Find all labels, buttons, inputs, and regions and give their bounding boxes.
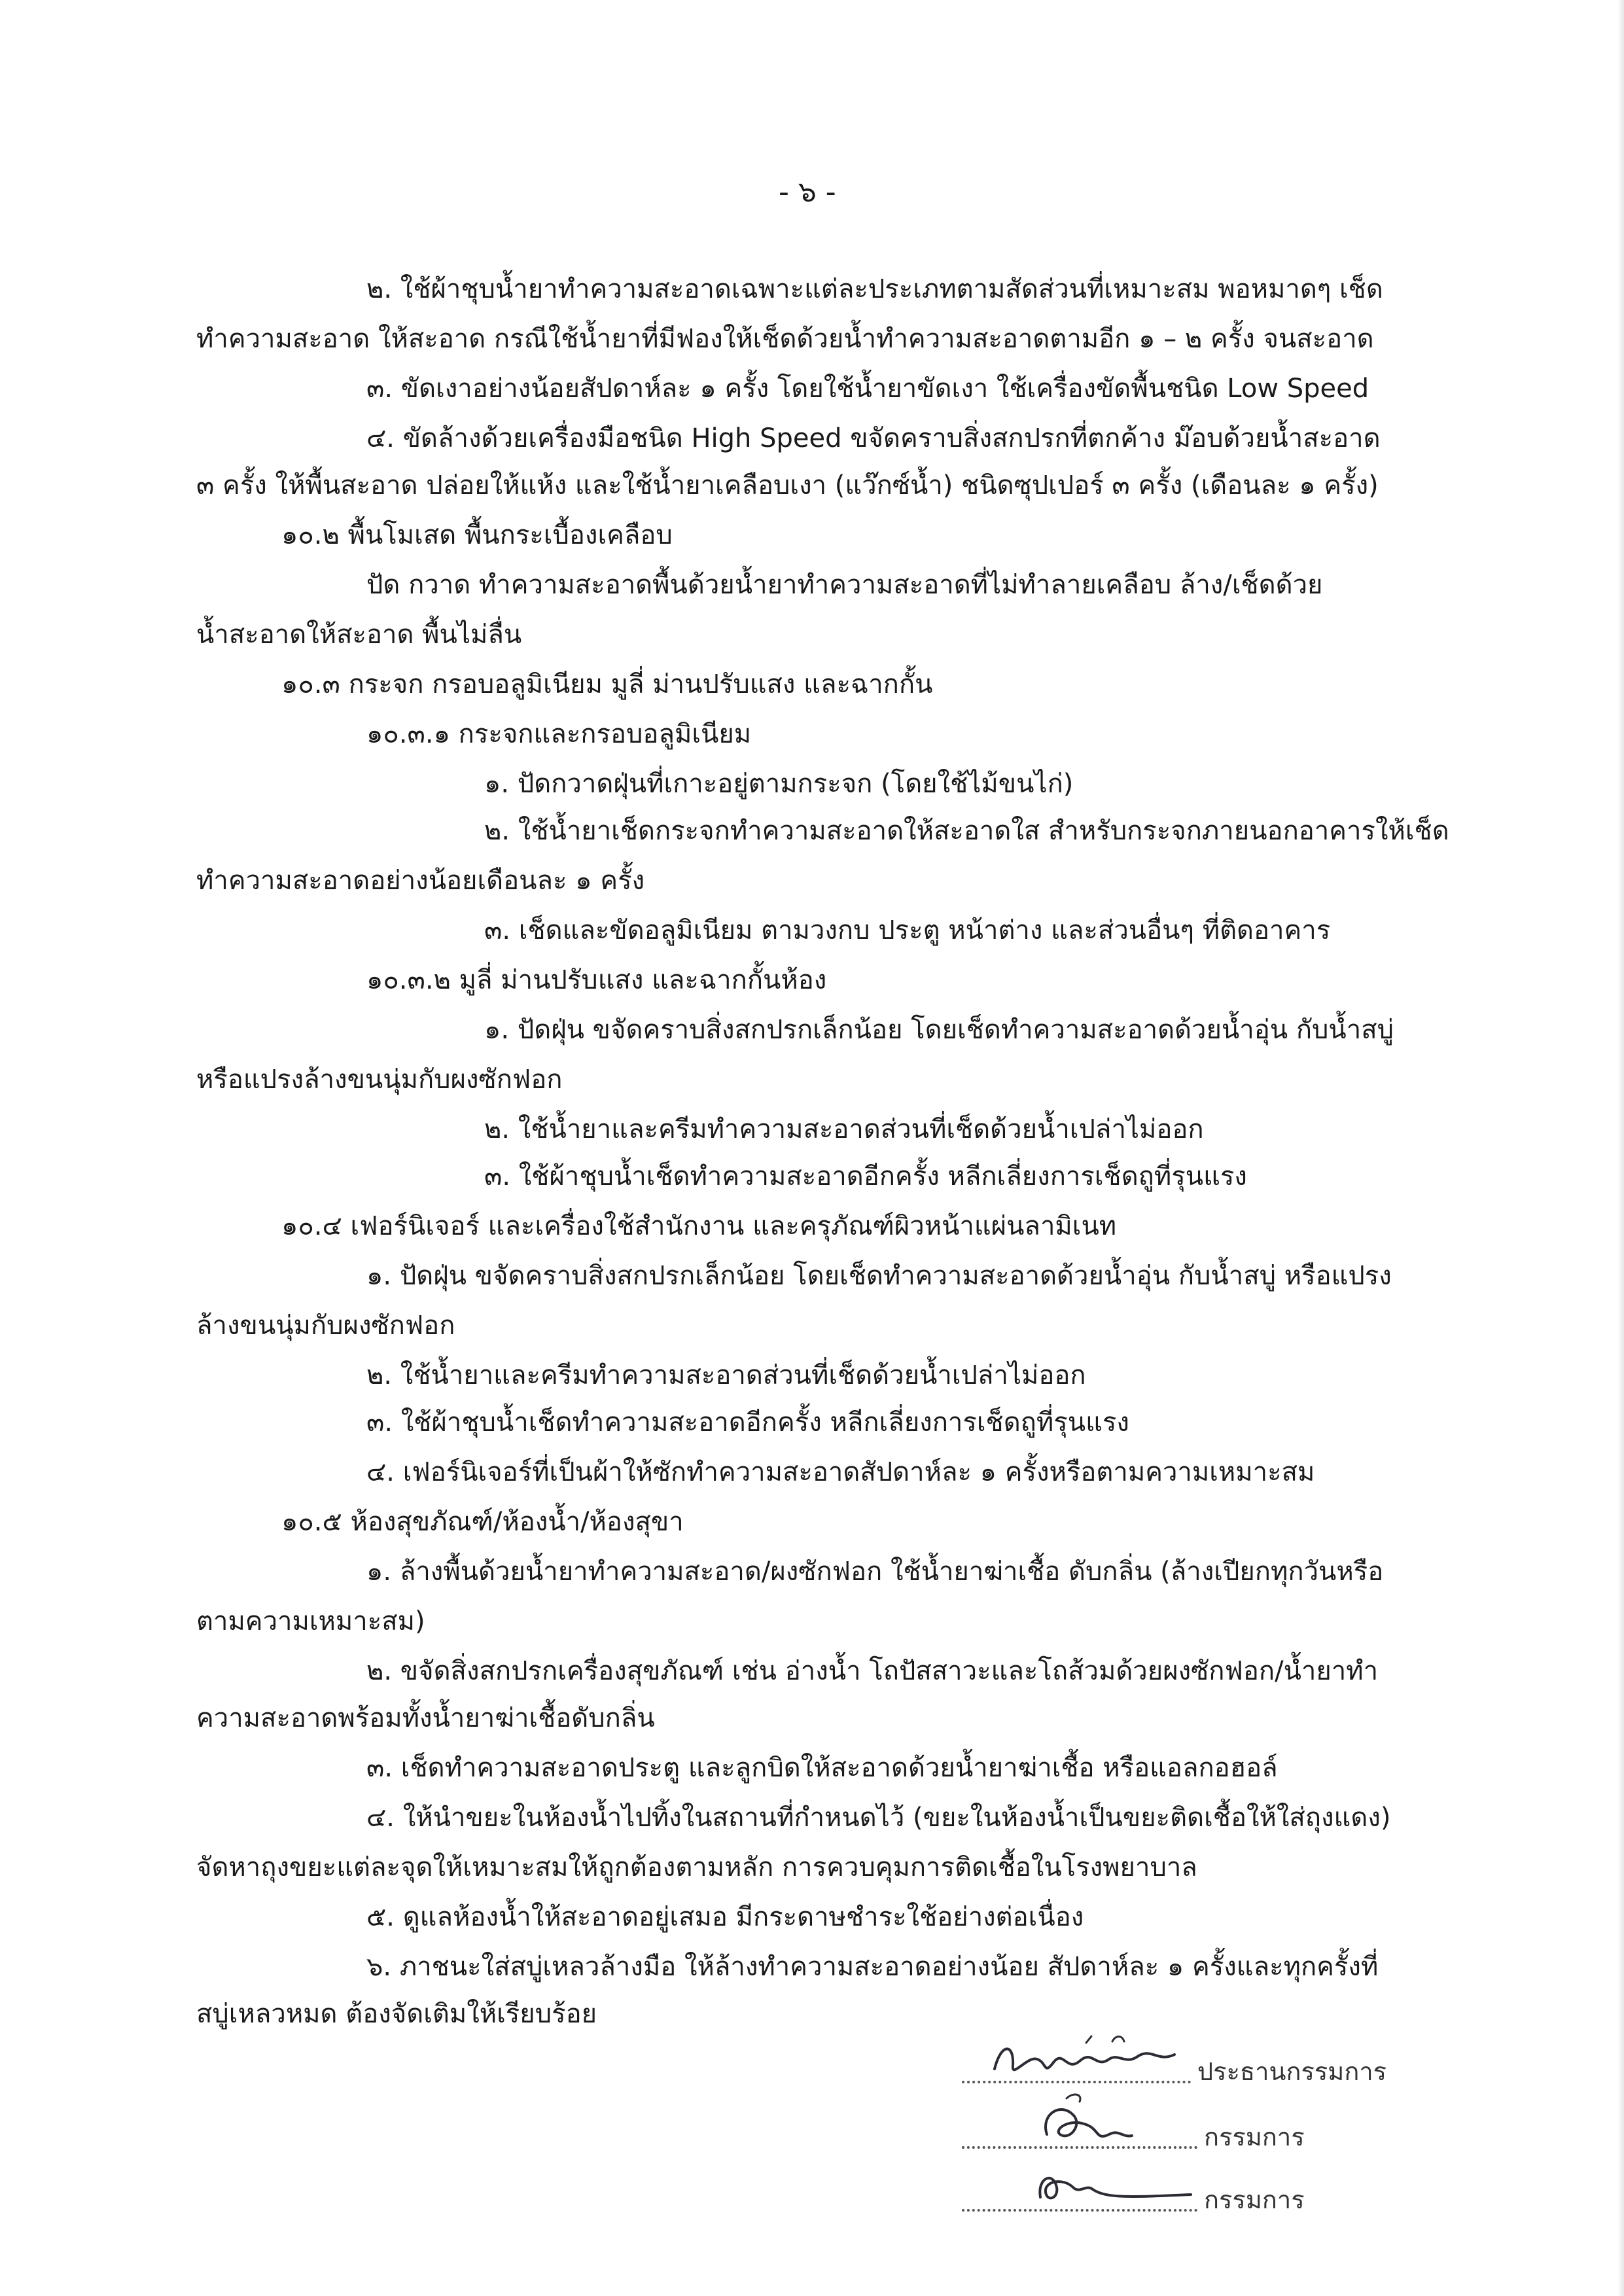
text-line: ๒. ใช้น้ำยาและครีมทำความสะอาดส่วนที่เช็ดด้วยน้ำเปล่าไม่ออก [484, 1114, 1204, 1144]
signature-row-member-2 [962, 2164, 1394, 2217]
signature-row-member-1 [962, 2102, 1394, 2154]
text-line: ๑. ปัดกวาดฝุ่นที่เกาะอยู่ตามกระจก (โดยใช้ไม้ขนไก่) [484, 769, 1074, 799]
text-line: ๕. ดูแลห้องน้ำให้สะอาดอยู่เสมอ มีกระดาษชำระใช้อย่างต่อเนื่อง [366, 1902, 1084, 1932]
text-line: ๑. ปัดฝุ่น ขจัดคราบสิ่งสกปรกเล็กน้อย โดยเช็ดทำความสะอาดด้วยน้ำอุ่น กับน้ำสบู่ หรือแปรง [366, 1261, 1392, 1291]
text-line: ๒. ใช้ผ้าชุบน้ำยาทำความสะอาดเฉพาะแต่ละประเภทตามสัดส่วนที่เหมาะสม พอหมาดๆ เช็ด [366, 274, 1383, 304]
text-line: ปัด กวาด ทำความสะอาดพื้นด้วยน้ำยาทำความสะอาดที่ไม่ทำลายเคลือบ ล้าง/เช็ดด้วย [366, 570, 1323, 600]
text-line: ๓. เช็ดและขัดอลูมิเนียม ตามวงกบ ประตู หน้าต่าง และส่วนอื่นๆ ที่ติดอาคาร [484, 915, 1331, 945]
text-line: หรือแปรงล้างขนนุ่มกับผงซักฟอก [196, 1065, 563, 1095]
text-line: ๔. ให้นำขยะในห้องน้ำไปทิ้งในสถานที่กำหนดไว้ (ขยะในห้องน้ำเป็นขยะติดเชื้อให้ใส่ถุงแดง) [366, 1803, 1391, 1833]
text-line: ๔. ขัดล้างด้วยเครื่องมือชนิด High Speed ขจัดคราบสิ่งสกปรกที่ตกค้าง ม๊อบด้วยน้ำสะอาด [366, 423, 1381, 453]
signatory-title: ประธานกรรมการ [1197, 2057, 1387, 2086]
text-line: ๓. ใช้ผ้าชุบน้ำเช็ดทำความสะอาดอีกครั้ง หลีกเลี่ยงการเช็ดถูที่รุนแรง [484, 1161, 1247, 1192]
text-line: ๓. ใช้ผ้าชุบน้ำเช็ดทำความสะอาดอีกครั้ง หลีกเลี่ยงการเช็ดถูที่รุนแรง [366, 1407, 1129, 1438]
handwritten-signature [1034, 2089, 1139, 2154]
section-heading: ๑๐.๔ เฟอร์นิเจอร์ และเครื่องใช้สำนักงาน และครุภัณฑ์ผิวหน้าแผ่นลามิเนท [281, 1211, 1117, 1241]
signatory-title: กรรมการ [1204, 2123, 1305, 2151]
text-line: ความสะอาดพร้อมทั้งน้ำยาฆ่าเชื้อดับกลิ่น [196, 1703, 655, 1733]
signature-row-chairman [962, 2036, 1394, 2089]
section-heading: ๑๐.๓ กระจก กรอบอลูมิเนียม มูลี่ ม่านปรับแสง และฉากกั้น [281, 669, 933, 699]
text-line: ๓. ขัดเงาอย่างน้อยสัปดาห์ละ ๑ ครั้ง โดยใช้น้ำยาขัดเงา ใช้เครื่องขัดพื้นชนิด Low Speed [366, 374, 1369, 404]
page-number: - ๖ - [779, 175, 836, 209]
text-line: ๑. ปัดฝุ่น ขจัดคราบสิ่งสกปรกเล็กน้อย โดยเช็ดทำความสะอาดด้วยน้ำอุ่น กับน้ำสบู่ [484, 1015, 1394, 1045]
subsection-heading: ๑๐.๓.๑ กระจกและกรอบอลูมิเนียม [366, 719, 752, 749]
text-line: ๑. ล้างพื้นด้วยน้ำยาทำความสะอาด/ผงซักฟอก ใช้น้ำยาฆ่าเชื้อ ดับกลิ่น (ล้างเปียกทุกวันหรือ [366, 1557, 1384, 1587]
text-line: จัดหาถุงขยะแต่ละจุดให้เหมาะสมให้ถูกต้องตามหลัก การควบคุมการติดเชื้อในโรงพยาบาล [196, 1852, 1197, 1882]
text-line: ๒. ใช้น้ำยาเช็ดกระจกทำความสะอาดให้สะอาดใส สำหรับกระจกภายนอกอาคารให้เช็ด [484, 816, 1449, 846]
signatory-title: กรรมการ [1204, 2185, 1305, 2214]
text-line: ๓. เช็ดทำความสะอาดประตู และลูกบิดให้สะอาดด้วยน้ำยาฆ่าเชื้อ หรือแอลกอฮอล์ [366, 1753, 1278, 1783]
text-line: ๖. ภาชนะใส่สบู่เหลวล้างมือ ให้ล้างทำความสะอาดอย่างน้อย สัปดาห์ละ ๑ ครั้งและทุกครั้งที่ [366, 1952, 1379, 1982]
text-line: ตามความเหมาะสม) [196, 1606, 425, 1636]
section-heading: ๑๐.๒ พื้นโมเสด พื้นกระเบื้องเคลือบ [281, 520, 673, 550]
handwritten-signature [1027, 2151, 1197, 2217]
subsection-heading: ๑๐.๓.๒ มูลี่ ม่านปรับแสง และฉากกั้นห้อง [366, 965, 827, 995]
text-line: ๔. เฟอร์นิเจอร์ที่เป็นผ้าให้ซักทำความสะอาดสัปดาห์ละ ๑ ครั้งหรือตามความเหมาะสม [366, 1457, 1315, 1487]
text-line: ล้างขนนุ่มกับผงซักฟอก [196, 1311, 455, 1341]
handwritten-signature [988, 2030, 1184, 2089]
text-line: ทำความสะอาดอย่างน้อยเดือนละ ๑ ครั้ง [196, 866, 645, 896]
text-line: น้ำสะอาดให้สะอาด พื้นไม่ลื่น [196, 620, 522, 650]
section-heading: ๑๐.๕ ห้องสุขภัณฑ์/ห้องน้ำ/ห้องสุขา [281, 1507, 684, 1537]
text-line: ทำความสะอาด ให้สะอาด กรณีใช้น้ำยาที่มีฟองให้เช็ดด้วยน้ำทำความสะอาดตามอีก ๑ – ๒ ครั้ง จนสะอาด [196, 324, 1374, 354]
text-line: สบู่เหลวหมด ต้องจัดเติมให้เรียบร้อย [196, 1999, 597, 2029]
text-line: ๓ ครั้ง ให้พื้นสะอาด ปล่อยให้แห้ง และใช้น้ำยาเคลือบเงา (แว๊กซ์น้ำ) ชนิดซุปเปอร์ ๓ ครั้ง (เดือนละ ๑ ครั้ง) [196, 470, 1379, 501]
text-line: ๒. ใช้น้ำยาและครีมทำความสะอาดส่วนที่เช็ดด้วยน้ำเปล่าไม่ออก [366, 1360, 1086, 1390]
text-line: ๒. ขจัดสิ่งสกปรกเครื่องสุขภัณฑ์ เช่น อ่างน้ำ โถปัสสาวะและโถส้วมด้วยผงซักฟอก/น้ำยาทำ [366, 1656, 1379, 1686]
scan-edge-shadow [1617, 0, 1624, 2296]
